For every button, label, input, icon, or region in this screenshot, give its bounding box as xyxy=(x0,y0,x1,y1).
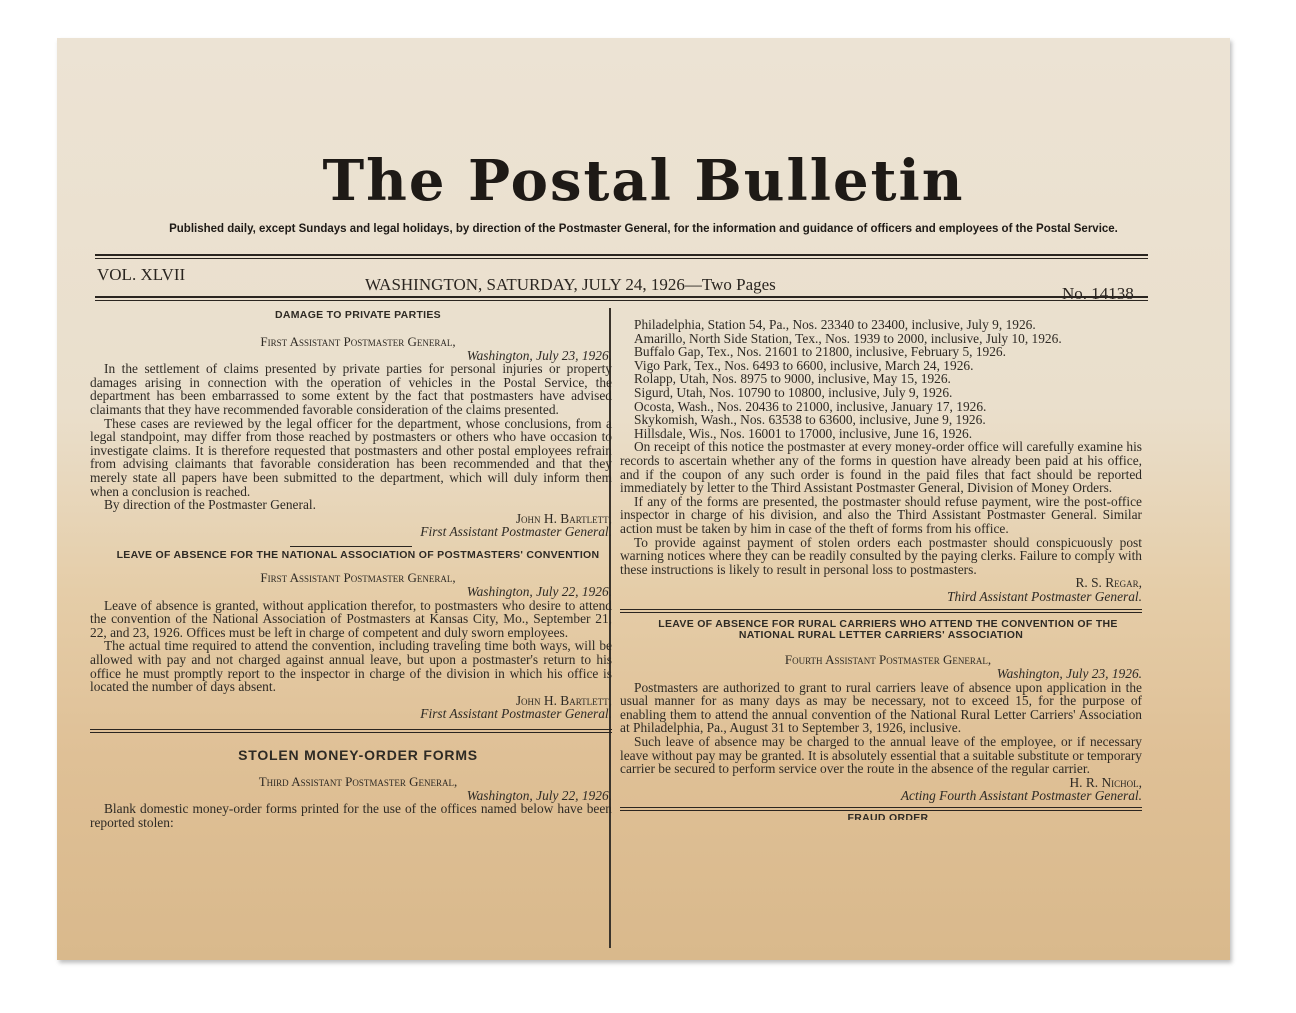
paragraph: Postmasters are authorized to grant to rural carriers leave of absence upon application in the usual manner for as many days as may be necessary, not to exceed 15, for the purpose of enabling them to attend the annual convention of the National Rural Letter Carriers' Association at Philadelphia, Pa., August 31 to September 3, 1926, inclusive. xyxy=(620,679,1142,736)
paragraph: On receipt of this notice the postmaster at every money-order office will carefully examine his records to ascertain whether any of the forms in question have already been paid at his office, and if the coupon of any such order is found in the paid files that fact should be reported immediately by letter to the Third Assistant Postmaster General, Division of Money Orders. xyxy=(620,439,1142,496)
article-separator xyxy=(290,546,412,548)
article-rural-carriers xyxy=(620,619,1142,803)
paragraph: By direction of the Postmaster General. xyxy=(104,497,316,513)
article-separator xyxy=(90,729,612,733)
article-heading: STOLEN MONEY-ORDER FORMS xyxy=(238,746,478,763)
article-heading: DAMAGE TO PRIVATE PARTIES xyxy=(275,309,441,321)
article-damage xyxy=(90,310,612,539)
list-item: Buffalo Gap, Tex., Nos. 21601 to 21800, inclusive, February 5, 1926. xyxy=(634,344,1006,360)
issuing-office: Third Assistant Postmaster General, xyxy=(258,773,458,789)
list-item: Philadelphia, Station 54, Pa., Nos. 23340 to 23400, inclusive, July 9, 1926. xyxy=(634,317,1036,332)
issuing-office: First Assistant Postmaster General, xyxy=(260,334,456,349)
paragraph: Blank domestic money-order forms printed for the use of the offices named below have been reported stolen: xyxy=(90,801,612,830)
signature-name: John H. Bartlett, xyxy=(515,692,612,708)
masthead-rule-top xyxy=(95,254,1148,256)
signature-name: R. S. Regar, xyxy=(1075,575,1142,591)
issuing-office: Fourth Assistant Postmaster General, xyxy=(784,652,992,668)
volume-label: VOL. XLVII xyxy=(97,265,186,284)
signature-title: Third Assistant Postmaster General. xyxy=(947,588,1142,604)
paragraph: The actual time required to attend the convention, including traveling time both ways, will be allowed with pay and not charged against annual leave, but upon a postmaster's return to his office he must promptly report to the inspector in charge of the division in which his office is located the number of days absent. xyxy=(90,638,612,695)
list-item: Ocosta, Wash., Nos. 20436 to 21000, inclusive, January 17, 1926. xyxy=(634,398,987,414)
masthead-rule-top-thin xyxy=(95,258,1148,259)
list-item: Amarillo, North Side Station, Tex., Nos. 1939 to 2000, inclusive, July 10, 1926. xyxy=(634,330,1062,346)
article-stolen-forms xyxy=(90,747,612,829)
signature-title: First Assistant Postmaster General. xyxy=(420,524,612,540)
right-column xyxy=(620,318,1142,820)
paragraph: Leave of absence is granted, without application therefor, to postmasters who desire to attend the convention of the National Association of Postmasters at Kansas City, Mo., September 21, 22, and 23, 1926. Offices must be left in charge of competent and duly sworn employees. xyxy=(90,597,612,640)
issue-place-date: Washington, July 23, 1926. xyxy=(996,666,1142,682)
masthead-title: The Postal Bulletin xyxy=(322,148,965,214)
issue-number: No. 14138 xyxy=(1062,284,1134,303)
issuing-office: First Assistant Postmaster General, xyxy=(260,570,456,586)
next-article-heading: FRAUD ORDER xyxy=(847,813,929,820)
paragraph: To provide against payment of stolen orders each postmaster should conspicuously post warning notices where they can be readily consulted by the paying clerks. Failure to comply with these instructions is likely to result in personal loss to postmasters. xyxy=(620,534,1142,577)
list-item: Vigo Park, Tex., Nos. 6493 to 6600, inclusive, March 24, 1926. xyxy=(634,357,974,373)
list-item: Skykomish, Wash., Nos. 63538 to 63600, inclusive, June 9, 1926. xyxy=(634,412,986,428)
issue-place-date: Washington, July 23, 1926. xyxy=(466,347,612,363)
list-item: Rolapp, Utah, Nos. 8975 to 9000, inclusive, May 15, 1926. xyxy=(634,371,951,387)
masthead-subtitle: Published daily, except Sundays and legal holidays, by direction of the Postmaster General, for the information and guidance of officers and employees of the Postal Service. xyxy=(169,223,1118,235)
stolen-forms-list xyxy=(620,318,1142,440)
dateline-rule-thin xyxy=(95,300,1148,301)
paragraph: If any of the forms are presented, the postmaster should refuse payment, wire the post-office inspector in charge of his division, and also the Third Assistant Postmaster General. Similar action must be taken by him in case of the theft of forms from his office. xyxy=(620,493,1142,536)
list-item: Hillsdale, Wis., Nos. 16001 to 17000, inclusive, June 16, 1926. xyxy=(634,425,973,441)
dateline-rule xyxy=(95,296,1148,298)
paragraph: These cases are reviewed by the legal officer for the department, whose conclusions, from a legal standpoint, may differ from those reached by postmasters or others who have occasion to investigate claims. It is therefore requested that postmasters and other postal employees refrain from advising claimants that favorable consideration has been recommended and that they merely state all papers have been submitted to the department, which will duly inform them when a conclusion is reached. xyxy=(90,415,612,499)
signature-title: First Assistant Postmaster General. xyxy=(420,706,612,722)
signature-name: H. R. Nichol, xyxy=(1069,774,1142,790)
issue-place-date: Washington, July 22, 1926. xyxy=(466,584,612,599)
article-heading: LEAVE OF ABSENCE FOR THE NATIONAL ASSOCIATION OF POSTMASTERS' CONVENTION xyxy=(116,549,600,562)
article-separator xyxy=(620,807,1142,811)
signature-title: Acting Fourth Assistant Postmaster General. xyxy=(900,788,1142,804)
article-postmasters-convention xyxy=(90,550,612,721)
paragraph: In the settlement of claims presented by private parties for personal injuries or property damages arising in connection with the operation of vehicles in the Postal Service, the department has been embarrassed to some extent by the fact that postmasters have advised claimants that they have recommended favorable consideration of the claims presented. xyxy=(90,361,612,417)
issue-place-date: Washington, July 22, 1926. xyxy=(466,787,612,803)
paragraph: Such leave of absence may be charged to the annual leave of the employee, or if necessary leave without pay may be granted. It is absolutely essential that a suitable substitute or temporary carrier be secured to perform service over the route in the absence of the regular carrier. xyxy=(620,734,1142,777)
left-column xyxy=(90,310,612,829)
issue-date: WASHINGTON, SATURDAY, JULY 24, 1926—Two Pages xyxy=(365,275,776,294)
list-item: Sigurd, Utah, Nos. 10790 to 10800, inclusive, July 9, 1926. xyxy=(634,384,953,400)
article-separator xyxy=(620,609,1142,613)
article-heading: LEAVE OF ABSENCE FOR RURAL CARRIERS WHO ATTEND THE CONVENTION OF THE NATIONAL RURAL LETTER CARRIERS' ASSOCIATION xyxy=(658,618,1118,642)
signature-name: John H. Bartlett, xyxy=(515,510,612,526)
